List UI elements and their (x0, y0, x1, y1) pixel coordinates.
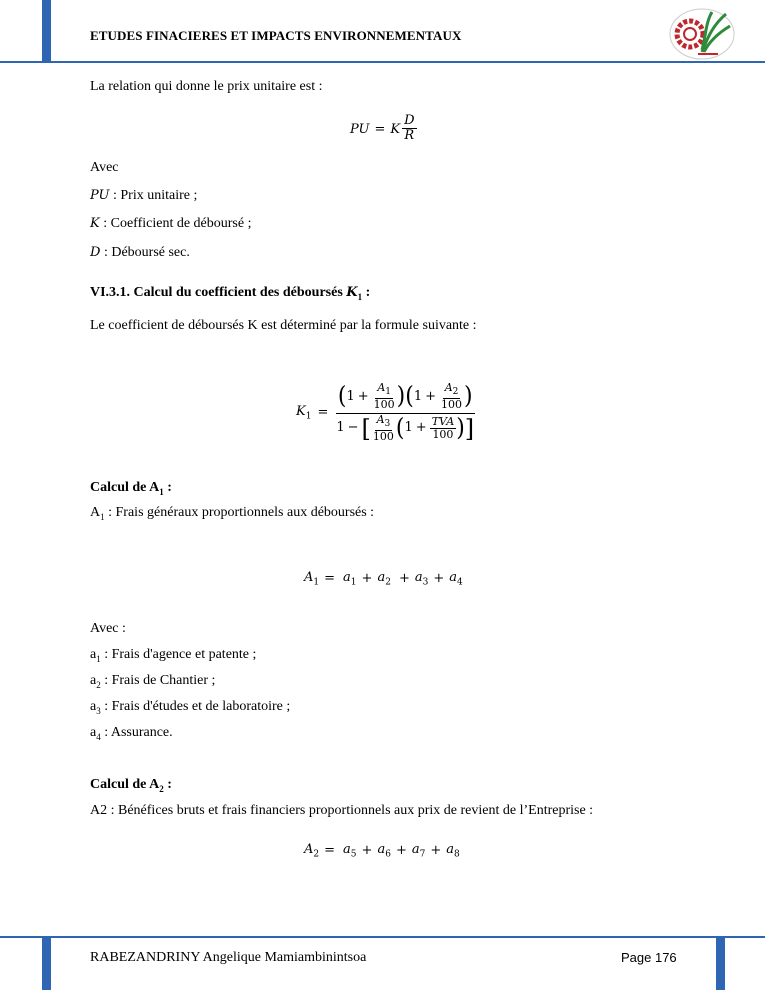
eq-pu-denominator: R (404, 128, 415, 144)
section-heading-subscript: 1 (357, 291, 363, 302)
eq-k1-denominator: 1 − [ $\frac{A_3}{100}$ ( 1 + $\frac{\text{TVA}}{100}$ ) ] (336, 412, 475, 443)
calc-a2-heading: Calcul de $A_2$ : (90, 777, 172, 794)
section-heading-text: VI.3.1. Calcul du coefficient des déboursés (90, 285, 347, 300)
eq-k1-fraction (334, 382, 476, 443)
def-d-text: : Déboursé sec. (100, 245, 190, 260)
calc-a1-heading: Calcul de $A_1$ : (90, 480, 172, 497)
eq-pu-equals: = (374, 121, 386, 137)
eq-k1-equals: = (317, 405, 329, 421)
eq-pu-fraction (402, 114, 416, 144)
calc-a2-description: A2 : Bénéfices bruts et frais financiers proportionnels aux prix de revient de l’Entreprise : (90, 803, 594, 818)
def-pu (90, 188, 197, 204)
equation-a1: $A_1$ = $a_1$ + $a_2$ + $a_3$ + $a_4$ (304, 570, 463, 588)
section-heading (90, 285, 370, 302)
def-a1: $a_1$ : Frais d'agence et patente ; (90, 647, 257, 664)
footer-page-number: Page 176 (621, 950, 677, 965)
equation-a2: $A_2$ = $a_5$ + $a_6$ + $a_7$ + $a_8$ (304, 842, 460, 860)
eq-k1-numerator: ( 1 + $\frac{A_1}{100}$ ) ( 1 + $\frac{A_2}{100}$ ) (336, 382, 475, 414)
eq-k1-lhs: $K_1$ (296, 403, 312, 422)
def-d-symbol: D (90, 245, 101, 260)
footer-author: RABEZANDRINY Angelique Mamiambinintsoa (90, 950, 367, 965)
section-heading-symbol: K (346, 285, 358, 300)
header-title: ETUDES FINACIERES ET IMPACTS ENVIRONNEMENTAUX (90, 28, 462, 43)
calc-a1-description: $A_1$ : Frais généraux proportionnels aux déboursés : (90, 505, 375, 522)
footer-accent-bar-left (42, 938, 51, 990)
header-accent-bar (42, 0, 51, 62)
equation-pu (350, 114, 417, 144)
university-logo-icon (668, 6, 736, 62)
intro-text: La relation qui donne le prix unitaire est : (90, 79, 323, 94)
def-k (90, 216, 251, 232)
footer-accent-bar-right (716, 938, 725, 990)
section-intro: Le coefficient de déboursés K est déterminé par la formule suivante : (90, 318, 477, 333)
section-heading-tail: : (362, 285, 371, 300)
eq-pu-lhs: PU (350, 121, 370, 137)
header-rule (0, 61, 765, 63)
def-d (90, 245, 190, 261)
avec2-label: Avec : (90, 621, 126, 636)
avec-label: Avec (90, 160, 119, 175)
def-a2: $a_2$ : Frais de Chantier ; (90, 673, 216, 690)
footer-rule (0, 936, 765, 938)
def-k-text: : Coefficient de déboursé ; (99, 216, 252, 231)
eq-pu-numerator: D (404, 113, 415, 128)
eq-pu-k: K (390, 121, 401, 137)
def-a3: $a_3$ : Frais d'études et de laboratoire ; (90, 699, 291, 716)
def-pu-symbol: PU (90, 188, 110, 203)
def-pu-text: : Prix unitaire ; (109, 188, 198, 203)
def-a4: $a_4$ : Assurance. (90, 725, 173, 742)
equation-k1 (296, 382, 476, 443)
def-k-symbol: K (90, 216, 100, 231)
